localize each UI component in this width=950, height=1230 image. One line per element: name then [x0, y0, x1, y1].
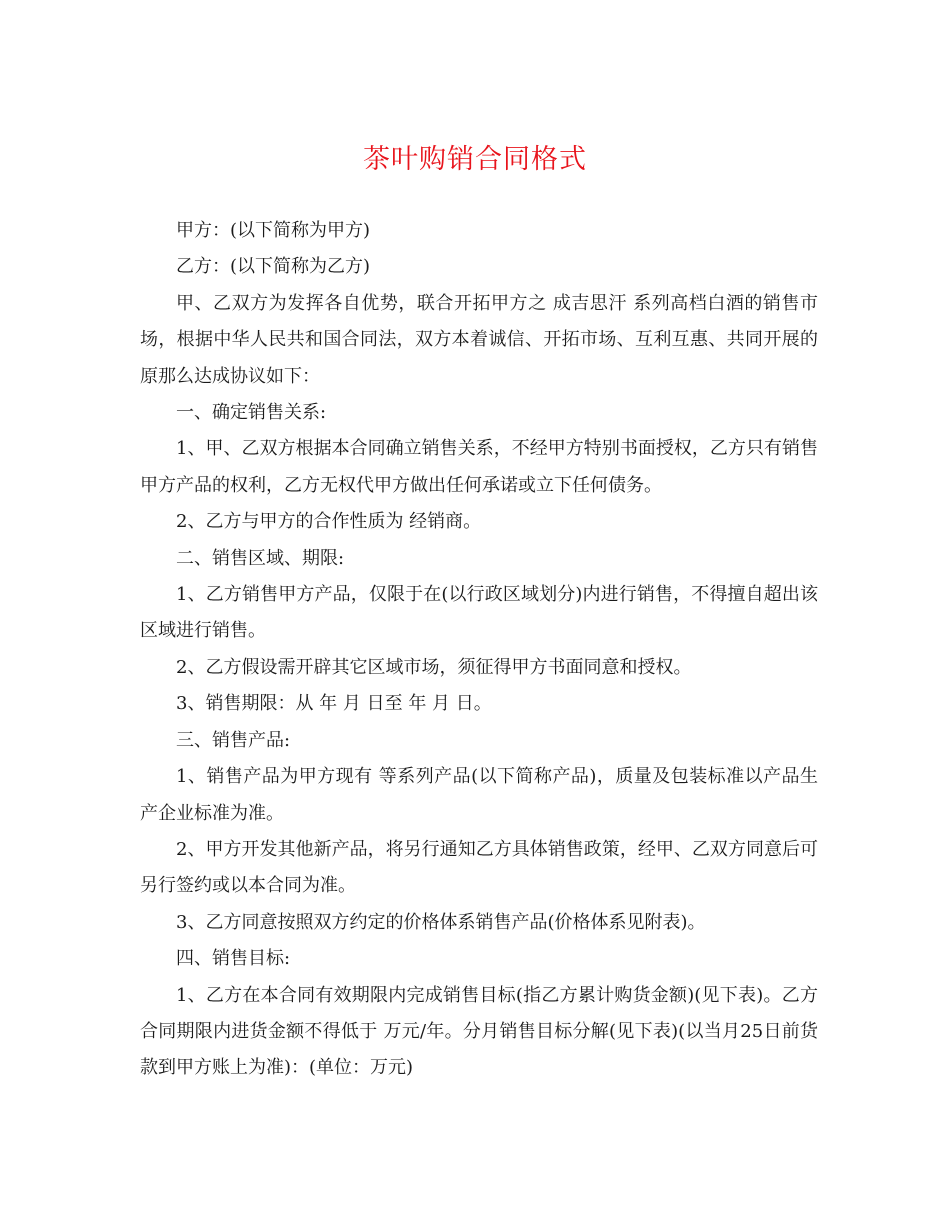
clause-2-1: 1、乙方销售甲方产品，仅限于在(以行政区域划分)内进行销售，不得擅自超出该区域进行销售。: [140, 584, 818, 642]
section-heading-sales-region: 二、销售区域、期限:: [176, 547, 345, 569]
clause-3-2: 2、甲方开发其他新产品，将另行通知乙方具体销售政策，经甲、乙双方同意后可另行签约或以本合同为准。: [140, 838, 818, 897]
section-heading-sales-products: 三、销售产品:: [176, 729, 291, 751]
document-body: [140, 213, 818, 1087]
section-heading-sales-relationship: 一、确定销售关系:: [176, 402, 327, 424]
paragraph-preamble: 甲、乙双方为发挥各自优势，联合开拓甲方之 成吉思汗 系列高档白酒的销售市场，根据中华人民共和国合同法，双方本着诚信、开拓市场、互利互惠、共同开展的原那么达成协议如下：: [140, 292, 818, 387]
clause-1-1: 1、甲、乙双方根据本合同确立销售关系，不经甲方特别书面授权，乙方只有销售甲方产品的权利，乙方无权代甲方做出任何承诺或立下任何债务。: [140, 438, 818, 496]
paragraph-party-a: 甲方：(以下简称为甲方): [176, 220, 371, 241]
clause-1-2: 2、乙方与甲方的合作性质为 经销商。: [176, 511, 482, 533]
clause-4-1: 1、乙方在本合同有效期限内完成销售目标(指乙方累计购货金额)(见下表)。乙方合同期限内进货金额不得低于 万元/年。分月销售目标分解(见下表)(以当月25日前货款到甲方账上为准)：(单位：万元): [140, 984, 818, 1079]
clause-3-3: 3、乙方同意按照双方约定的价格体系销售产品(价格体系见附表)。: [176, 911, 706, 933]
clause-3-1: 1、销售产品为甲方现有 等系列产品(以下简称产品)，质量及包装标准以产品生产企业标准为准。: [140, 766, 818, 824]
clause-2-3: 3、销售期限：从 年 月 日至 年 月 日。: [176, 693, 492, 715]
document-title: 茶叶购销合同格式: [363, 144, 587, 175]
paragraph-party-b: 乙方：(以下简称为乙方): [176, 256, 371, 278]
section-heading-sales-targets: 四、销售目标:: [176, 948, 291, 970]
clause-2-2: 2、乙方假设需开辟其它区域市场，须征得甲方书面同意和授权。: [176, 656, 692, 678]
